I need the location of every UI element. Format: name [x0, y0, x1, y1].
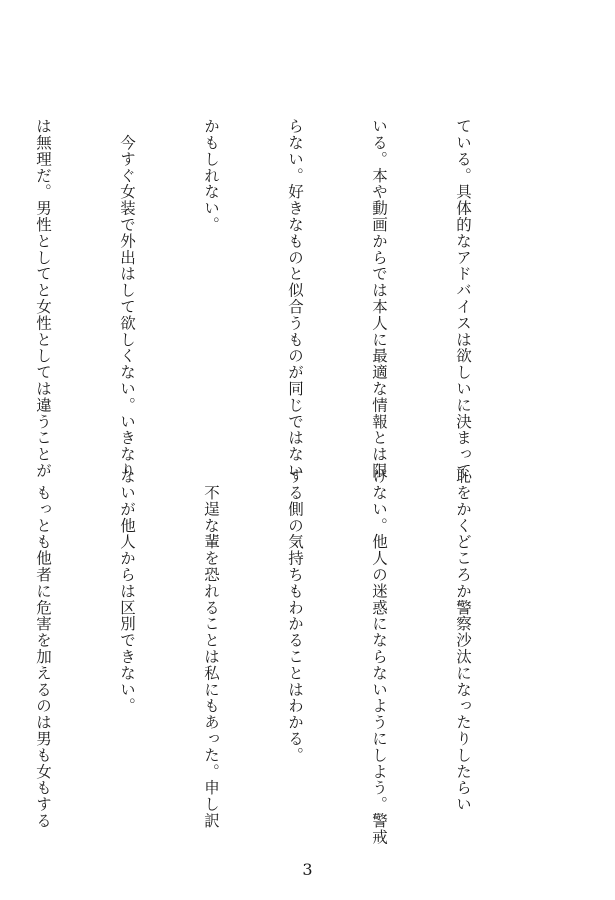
text-column: 不逞な輩を恐れることは私にもあった。申し訳	[202, 468, 220, 829]
text-column: けない。他人の迷惑にならないようにしよう。警戒	[370, 468, 388, 846]
text-column: は無理だ。男性としてと女性としては違うことが	[34, 118, 52, 479]
text-column: 今すぐ女装で外出はして欲しくない。いきなり	[118, 118, 136, 479]
text-column: 恥をかくどころか警察沙汰になったりしたらい	[454, 468, 472, 813]
text-column: ないが他人からは区別できない。	[118, 468, 136, 714]
text-column: もっとも他者に危害を加えるのは男も女もする	[34, 468, 52, 829]
text-column: する側の気持ちもわかることはわかる。	[286, 468, 304, 764]
text-column: らない。好きなものと似合うものが同じではない	[286, 118, 304, 479]
lower-text-block	[0, 468, 533, 846]
text-column: ている。具体的なアドバイスは欲しいに決まって	[454, 118, 472, 479]
upper-text-block	[0, 118, 533, 479]
text-column: いる。本や動画からでは本人に最適な情報とは限	[370, 118, 388, 479]
page-number: 3	[302, 860, 313, 879]
text-column: かもしれない。	[202, 118, 220, 233]
